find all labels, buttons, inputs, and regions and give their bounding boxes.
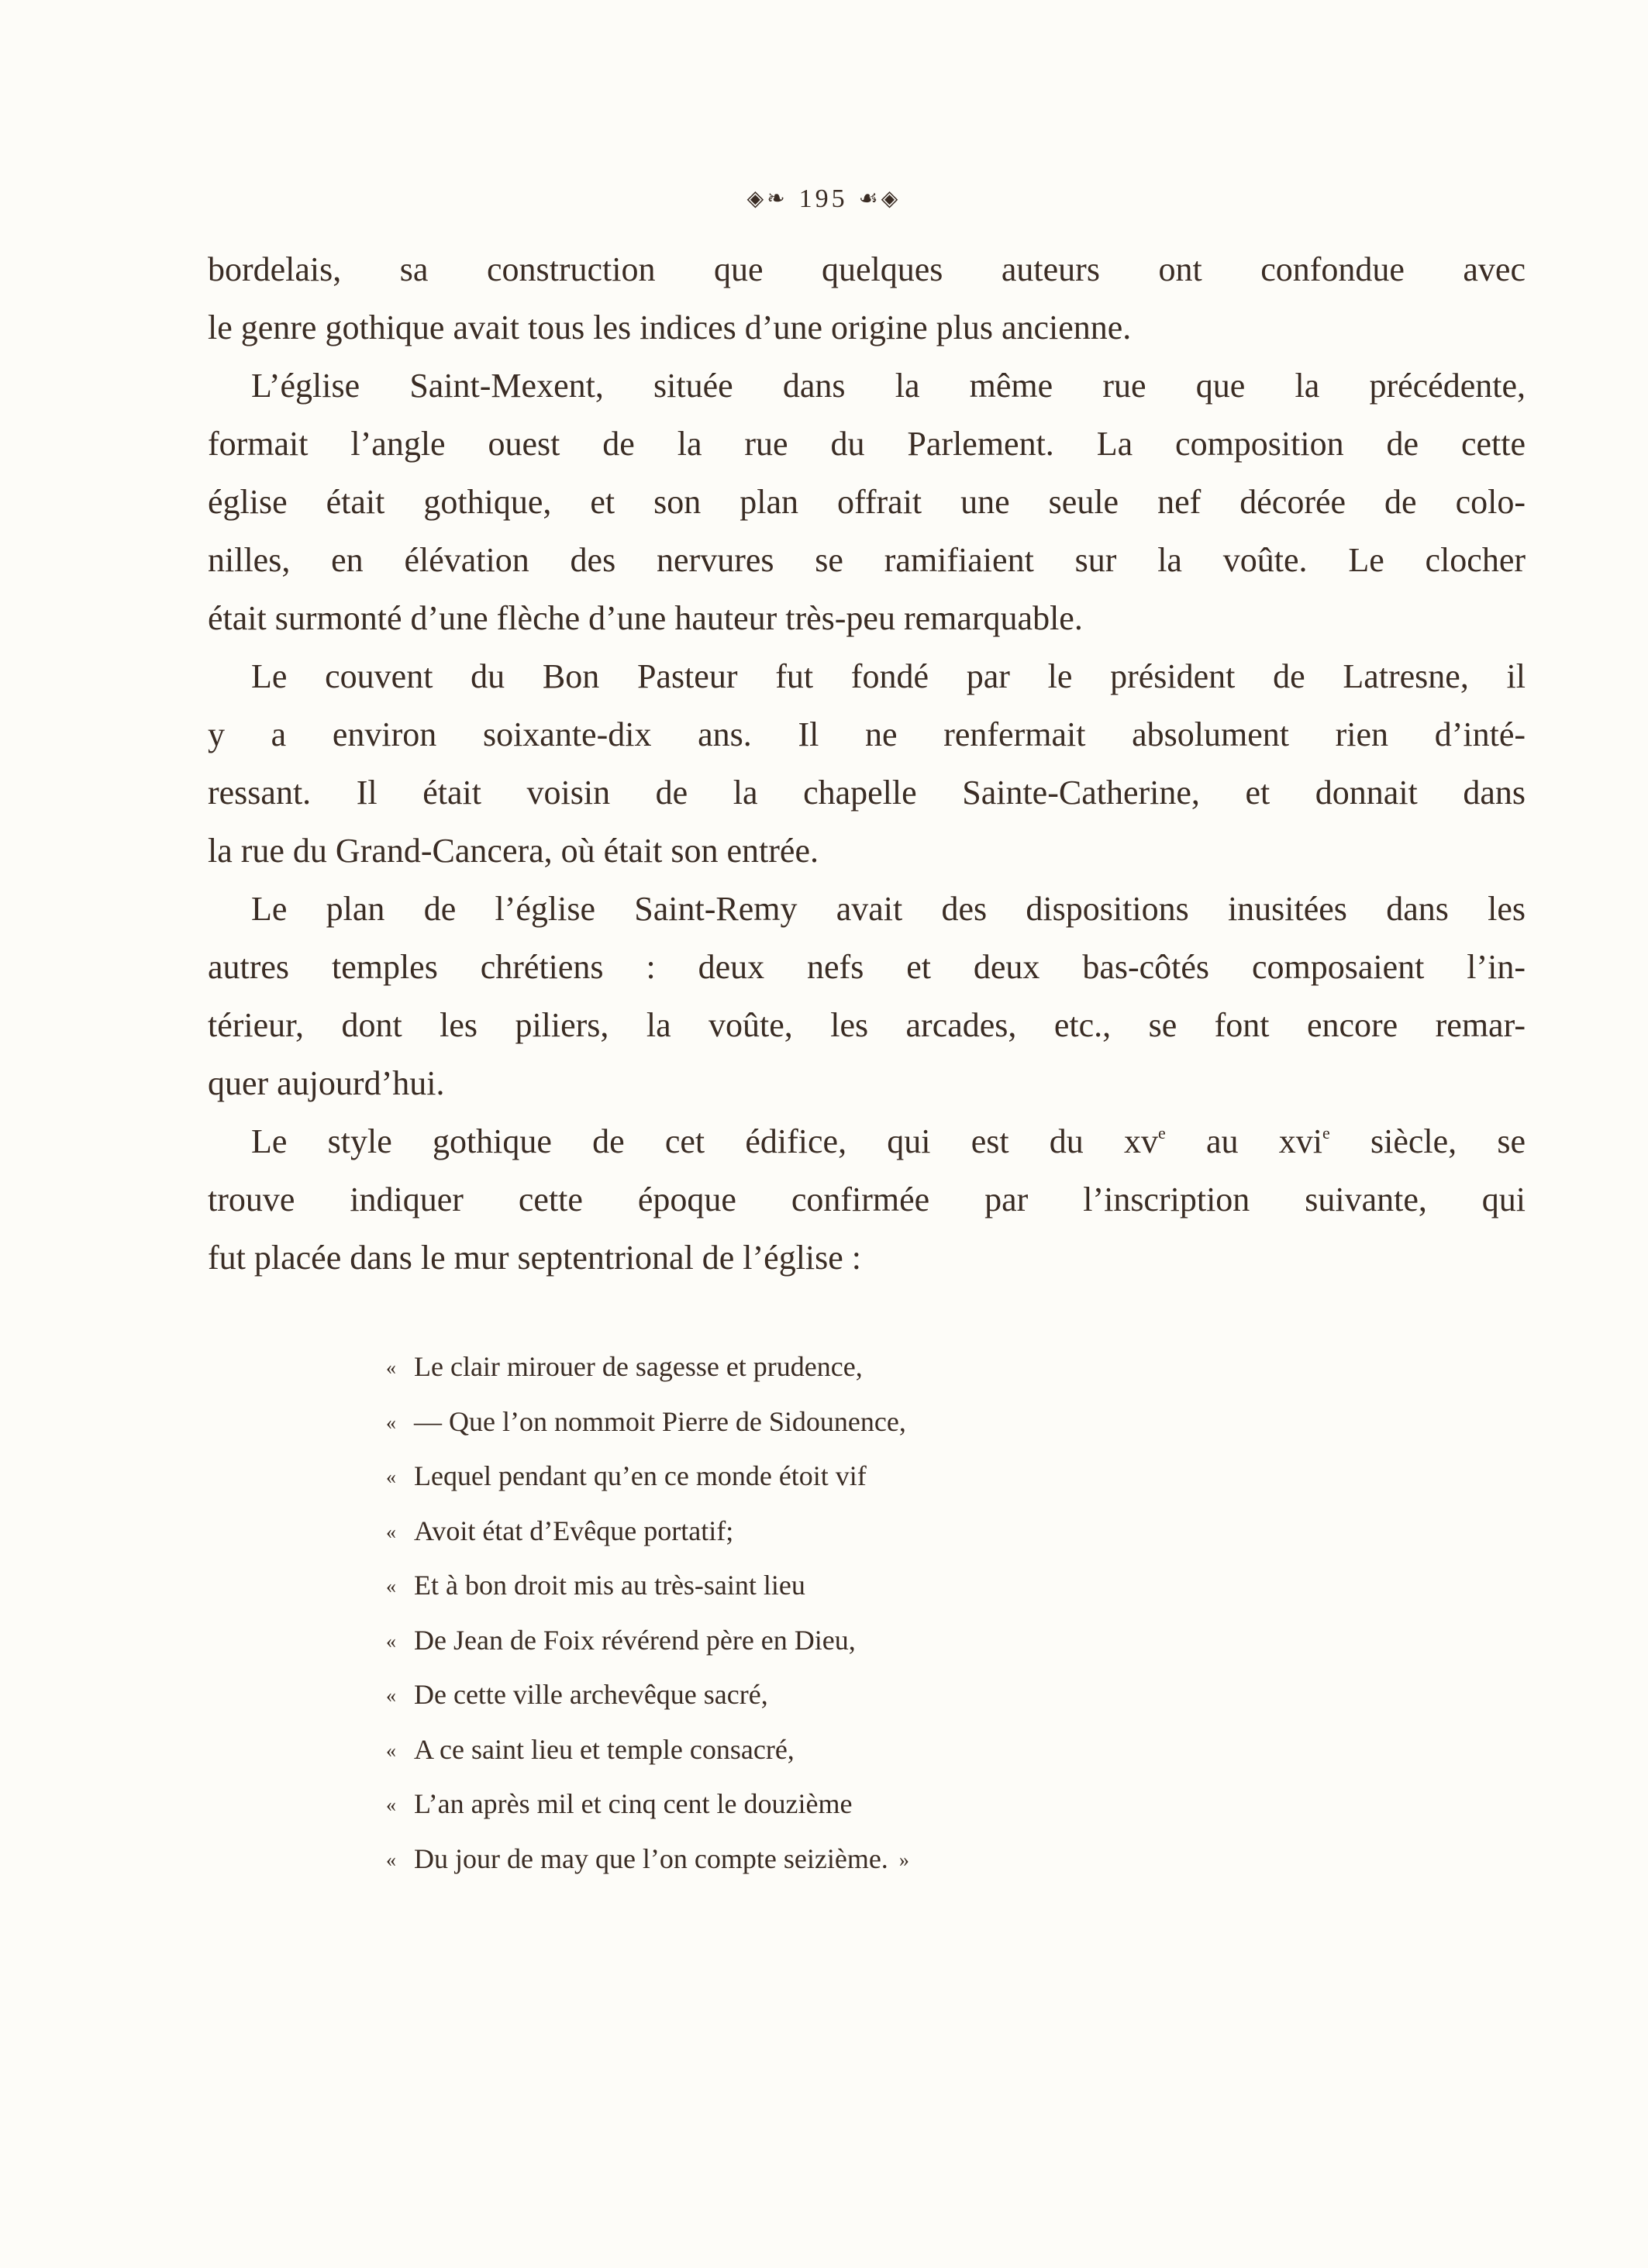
text-line: bordelais, sa construction que quelques auteurs ont confondue avec bbox=[208, 250, 1526, 288]
text-fragment: au xvi bbox=[1165, 1122, 1322, 1160]
open-quote: « bbox=[386, 1629, 396, 1653]
text-line: trouve indiquer cette époque confirmée par l’inscription suivante, qui bbox=[208, 1181, 1526, 1218]
verse-text: De Jean de Foix révérend père en Dieu, bbox=[414, 1624, 856, 1656]
verse-text: Le clair mirouer de sagesse et prudence, bbox=[414, 1351, 863, 1382]
text-line: était surmonté d’une flèche d’une hauteur très-peu remarquable. bbox=[208, 599, 1083, 637]
body-text bbox=[208, 240, 1526, 1287]
page-number: 195 bbox=[798, 184, 848, 213]
verse-text: Avoit état d’Evêque portatif; bbox=[414, 1515, 734, 1546]
text-line: église était gothique, et son plan offrait une seule nef décorée de colo- bbox=[208, 483, 1526, 521]
open-quote: « bbox=[386, 1466, 396, 1488]
verse-line bbox=[386, 1339, 1161, 1394]
verse-text: A ce saint lieu et temple consacré, bbox=[414, 1733, 795, 1765]
open-quote: « bbox=[386, 1848, 396, 1871]
open-quote: « bbox=[386, 1794, 396, 1816]
text-line: Le couvent du Bon Pasteur fut fondé par le président de Latresne, il bbox=[251, 657, 1526, 695]
open-quote: « bbox=[386, 1575, 396, 1598]
left-ornament-icon: ◈❧ bbox=[746, 187, 788, 211]
verse-line bbox=[386, 1504, 1161, 1559]
text-line: formait l’angle ouest de la rue du Parlement. La composition de cette bbox=[208, 425, 1526, 463]
text-line: fut placée dans le mur septentrional de l’église : bbox=[208, 1239, 862, 1277]
verse-text: Lequel pendant qu’en ce monde étoit vif bbox=[414, 1460, 867, 1491]
superscript: e bbox=[1322, 1123, 1330, 1143]
page-header bbox=[0, 184, 1648, 214]
text-line: L’église Saint-Mexent, située dans la même rue que la précédente, bbox=[251, 367, 1526, 405]
open-quote: « bbox=[386, 1356, 396, 1379]
open-quote: « bbox=[386, 1739, 396, 1762]
verse-line bbox=[386, 1667, 1161, 1722]
verse-line bbox=[386, 1394, 1161, 1449]
verse-line bbox=[386, 1449, 1161, 1504]
verse-text: L’an après mil et cinq cent le douzième bbox=[414, 1788, 853, 1819]
text-line: autres temples chrétiens : deux nefs et deux bas-côtés composaient l’in- bbox=[208, 948, 1526, 986]
text-line: Le plan de l’église Saint-Remy avait des dispositions inusitées dans les bbox=[251, 890, 1526, 928]
text-line: quer aujourd’hui. bbox=[208, 1064, 445, 1102]
verse-text: De cette ville archevêque sacré, bbox=[414, 1679, 768, 1710]
text-line: la rue du Grand-Cancera, où était son entrée. bbox=[208, 832, 819, 870]
verse-line bbox=[386, 1613, 1161, 1668]
text-line: ressant. Il était voisin de la chapelle Sainte-Catherine, et donnait dans bbox=[208, 774, 1526, 812]
text-fragment: siècle, se bbox=[1329, 1122, 1526, 1160]
text-line: nilles, en élévation des nervures se ramifiaient sur la voûte. Le clocher bbox=[208, 541, 1526, 579]
verse-line bbox=[386, 1832, 1161, 1887]
right-ornament-icon: ☙◈ bbox=[858, 187, 902, 211]
close-quote: » bbox=[898, 1848, 909, 1871]
verse-text: Et à bon droit mis au très-saint lieu bbox=[414, 1570, 805, 1601]
text-line: y a environ soixante-dix ans. Il ne renfermait absolument rien d’inté- bbox=[208, 715, 1526, 753]
verse-line bbox=[386, 1777, 1161, 1832]
verse-line bbox=[386, 1558, 1161, 1613]
text-line: le genre gothique avait tous les indices d’une origine plus ancienne. bbox=[208, 308, 1132, 346]
open-quote: « bbox=[386, 1520, 396, 1543]
verse-text: Du jour de may que l’on compte seizième. bbox=[414, 1842, 888, 1874]
text-line: térieur, dont les piliers, la voûte, les arcades, etc., se font encore remar- bbox=[208, 1006, 1526, 1044]
verse-text: — Que l’on nommoit Pierre de Sidounence, bbox=[414, 1405, 906, 1437]
open-quote: « bbox=[386, 1684, 396, 1707]
superscript: e bbox=[1158, 1123, 1166, 1143]
open-quote: « bbox=[386, 1411, 396, 1434]
verse-line bbox=[386, 1722, 1161, 1777]
inscription-quote bbox=[386, 1339, 1161, 1886]
text-fragment: Le style gothique de cet édifice, qui est du xv bbox=[251, 1122, 1159, 1160]
text-line bbox=[208, 1112, 1526, 1170]
